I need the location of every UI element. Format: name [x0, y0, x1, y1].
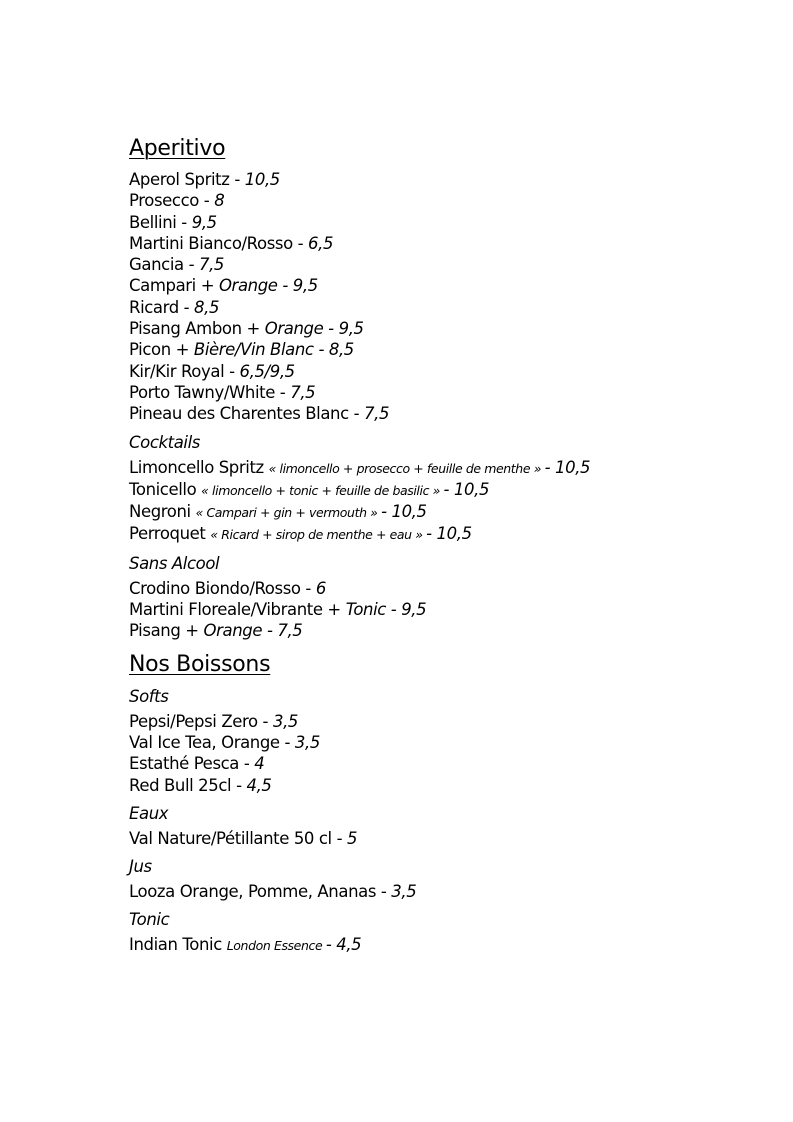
cocktails-list [129, 457, 769, 546]
aperitivo-list [129, 169, 769, 425]
menu-item [129, 254, 769, 275]
item-name: Martini Bianco/Rosso - [129, 233, 309, 253]
menu-item [129, 828, 769, 849]
menu-item [129, 190, 769, 211]
item-price: - 10,5 [544, 457, 591, 477]
item-name: Bellini - [129, 212, 192, 232]
item-price: 7,5 [277, 621, 303, 641]
item-extra: + Orange - [246, 319, 339, 339]
item-name: Kir/Kir Royal - [129, 361, 240, 381]
section-title-nos-boissons: Nos Boissons [129, 651, 271, 677]
item-name: Campari [129, 276, 201, 296]
item-price: 3,5 [272, 711, 299, 731]
item-description: « limoncello + prosecco + feuille de menthe » [268, 460, 545, 476]
item-price: 8,5 [194, 297, 220, 317]
menu-item [129, 339, 769, 360]
drinks-menu [129, 132, 769, 963]
jus-list [129, 881, 769, 902]
item-name: Val Ice Tea, Orange - [129, 732, 295, 752]
subsection-title-sans-alcool: Sans Alcool [129, 553, 220, 573]
subsection-title-jus: Jus [129, 857, 152, 877]
subsection-title-eaux: Eaux [129, 803, 169, 823]
item-name: Ricard - [129, 297, 195, 317]
item-description: London Essence [226, 938, 326, 954]
menu-item [129, 479, 769, 501]
softs-list [129, 711, 769, 796]
item-name: Pisang Ambon [129, 319, 247, 339]
item-price: 8 [214, 191, 225, 211]
item-name: Indian Tonic [129, 935, 227, 955]
item-name: Aperol Spritz - [129, 170, 245, 189]
menu-item [129, 599, 769, 620]
menu-item [129, 775, 769, 796]
subsection-title-tonic: Tonic [129, 910, 170, 930]
subsection-title-softs: Softs [129, 686, 169, 706]
item-description: « limoncello + tonic + feuille de basilic » [201, 482, 444, 498]
item-price: 7,5 [364, 404, 390, 424]
item-name: Tonicello [129, 479, 202, 499]
menu-item [129, 753, 769, 774]
item-price: 9,5 [338, 319, 364, 339]
item-name: Martini Floreale/Vibrante [129, 600, 328, 620]
menu-item [129, 212, 769, 233]
item-name: Porto Tawny/White - [129, 382, 291, 402]
item-description: « Campari + gin + vermouth » [195, 505, 382, 521]
item-price: 4 [254, 754, 265, 774]
item-price: 3,5 [391, 882, 417, 902]
menu-item [129, 233, 769, 254]
item-name: Limoncello Spritz [129, 457, 269, 477]
item-name: Pineau des Charentes Blanc - [129, 404, 365, 424]
tonic-list [129, 934, 769, 956]
item-price: 8,5 [328, 340, 354, 360]
item-price: 9,5 [292, 276, 318, 296]
menu-item [129, 382, 769, 403]
section-title-aperitivo: Aperitivo [129, 136, 226, 161]
item-price: 10,5 [244, 170, 280, 189]
item-extra: + Orange - [200, 276, 293, 296]
item-price: - 10,5 [426, 524, 472, 544]
item-extra: + Tonic - [327, 600, 402, 620]
item-price: 7,5 [290, 382, 316, 402]
menu-item [129, 501, 769, 523]
menu-item [129, 169, 769, 190]
menu-item [129, 620, 769, 641]
menu-item [129, 934, 769, 956]
menu-item [129, 361, 769, 382]
subsection-title-cocktails: Cocktails [129, 432, 200, 452]
item-price: 6 [315, 578, 326, 598]
item-name: Negroni [129, 502, 196, 522]
item-price: - 4,5 [325, 935, 362, 955]
menu-item [129, 318, 769, 339]
eaux-list [129, 828, 769, 849]
item-name: Crodino Biondo/Rosso - [129, 578, 316, 598]
item-name: Looza Orange, Pomme, Ananas - [129, 882, 392, 902]
menu-item [129, 523, 769, 545]
menu-item [129, 297, 769, 318]
menu-item [129, 275, 769, 296]
item-name: Pepsi/Pepsi Zero - [129, 711, 273, 731]
item-name: Perroquet [129, 524, 211, 544]
item-extra: + Bière/Vin Blanc - [175, 340, 329, 360]
menu-item [129, 578, 769, 599]
item-name: Estathé Pesca - [129, 754, 255, 774]
menu-item [129, 457, 769, 479]
item-name: Pisang [129, 621, 186, 641]
item-price: 4,5 [246, 775, 272, 795]
item-name: Val Nature/Pétillante 50 cl - [129, 828, 347, 848]
menu-item [129, 403, 769, 424]
item-name: Gancia - [129, 255, 199, 275]
item-price: 5 [346, 828, 358, 848]
item-price: 6,5 [308, 233, 334, 253]
item-name: Picon [129, 340, 176, 360]
menu-item [129, 732, 769, 753]
sans-alcool-list [129, 578, 769, 642]
item-price: 9,5 [191, 212, 217, 232]
item-price: - 10,5 [443, 479, 490, 499]
item-extra: + Orange - [185, 621, 278, 641]
item-name: Red Bull 25cl - [129, 775, 247, 795]
item-price: 3,5 [294, 732, 320, 752]
item-price: 6,5/9,5 [239, 361, 295, 381]
item-price: 9,5 [401, 600, 427, 620]
item-price: 7,5 [198, 255, 225, 275]
menu-item [129, 711, 769, 732]
item-name: Prosecco - [129, 191, 215, 211]
item-price: - 10,5 [381, 502, 427, 522]
menu-item [129, 881, 769, 902]
item-description: « Ricard + sirop de menthe + eau » [210, 527, 427, 543]
